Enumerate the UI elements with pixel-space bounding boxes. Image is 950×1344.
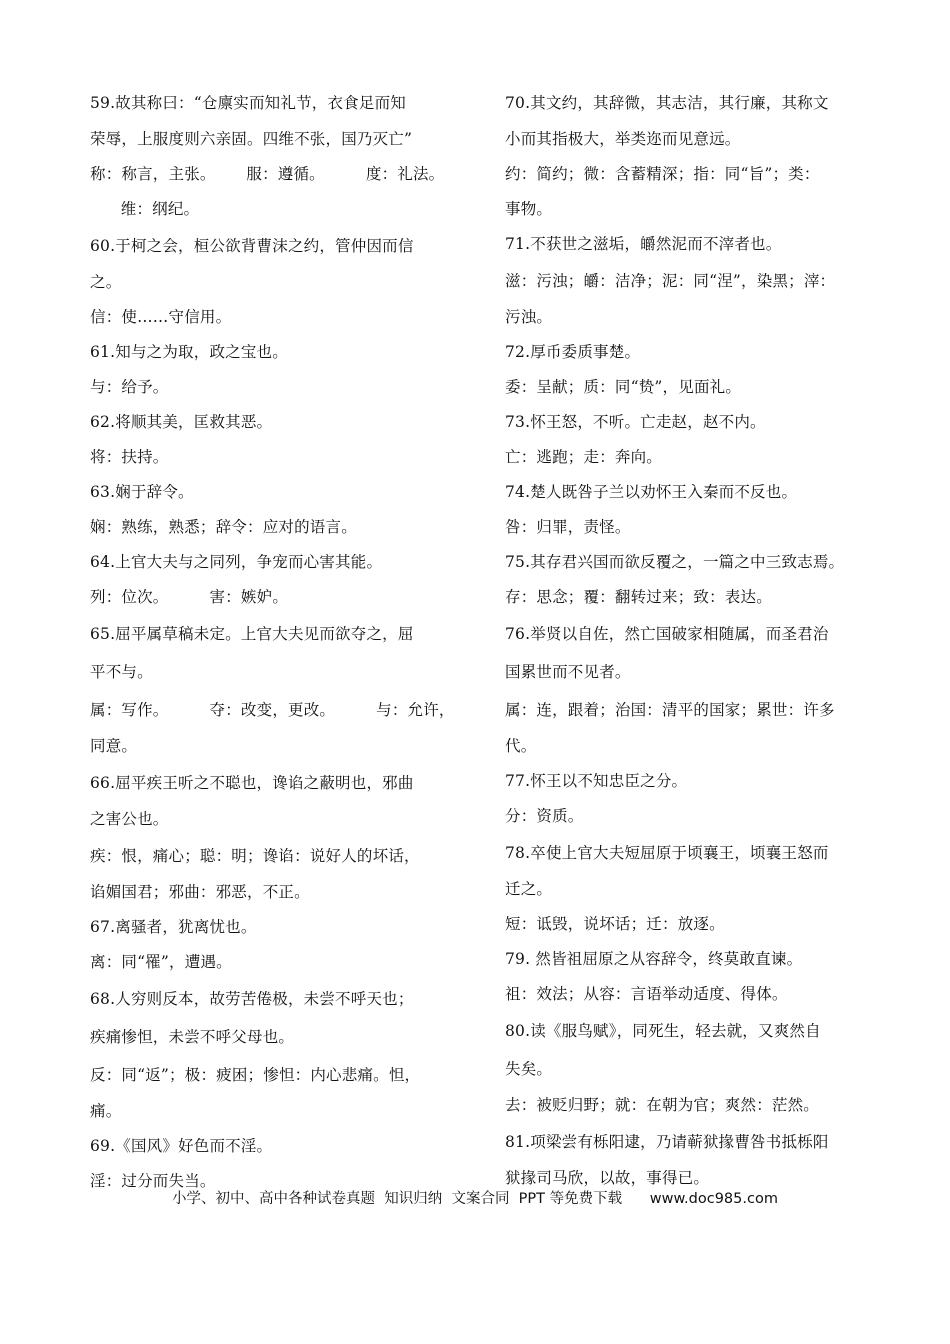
text-line: 61.知与之为取，政之宝也。 bbox=[90, 343, 288, 361]
text-line: 62.将顺其美，匡救其恶。 bbox=[90, 413, 273, 431]
text-line: 77.怀王以不知忠臣之分。 bbox=[505, 772, 688, 790]
text-line: 称：称言，主张。 服：遵循。 度：礼法。 bbox=[90, 165, 445, 183]
text-line: 70.其文约，其辞微，其志洁，其行廉，其称文 bbox=[505, 94, 829, 112]
text-line: 滋：污浊；皭：洁净；泥：同“涅”，染黑；滓： bbox=[505, 272, 836, 290]
text-line: 狱掾司马欣，以故，事得已。 bbox=[505, 1169, 710, 1187]
text-line: 67.离骚者，犹离忧也。 bbox=[90, 918, 257, 936]
text-line: 81.项梁尝有栎阳逮，乃请蕲狱掾曹咎书抵栎阳 bbox=[505, 1133, 829, 1151]
text-line: 委：呈献；质：同“贽”，见面礼。 bbox=[505, 378, 742, 396]
text-line: 反：同“返”；极：疲困；惨怛：内心悲痛。怛， bbox=[90, 1066, 421, 1084]
text-line: 之害公也。 bbox=[90, 810, 169, 828]
text-line: 疾：恨，痛心；聪：明；谗谄：说好人的坏话， bbox=[90, 847, 420, 865]
text-line: 属：连，跟着；治国：清平的国家；累世：许多 bbox=[505, 701, 835, 719]
text-line: 分：资质。 bbox=[505, 807, 584, 825]
text-line: 列：位次。 害：嫉妒。 bbox=[90, 588, 289, 606]
text-line: 64.上官大夫与之同列，争宠而心害其能。 bbox=[90, 553, 383, 571]
text-line: 66.屈平疾王听之不聪也，谗谄之蔽明也，邪曲 bbox=[90, 774, 414, 792]
text-line: 娴：熟练，熟悉；辞令：应对的语言。 bbox=[90, 518, 357, 536]
text-line: 72.厚币委质事楚。 bbox=[505, 343, 641, 361]
text-line: 荣辱，上服度则六亲固。四维不张，国乃灭亡” bbox=[90, 130, 413, 148]
text-line: 平不与。 bbox=[90, 663, 153, 681]
text-line: 去：被贬归野；就：在朝为官；爽然：茫然。 bbox=[505, 1096, 820, 1114]
text-line: 污浊。 bbox=[505, 308, 553, 326]
text-line: 离：同“罹”，遭遇。 bbox=[90, 953, 232, 971]
text-line: 咎：归罪，责怪。 bbox=[505, 518, 631, 536]
text-line: 祖：效法；从容：言语举动适度、得体。 bbox=[505, 985, 788, 1003]
text-line: 事物。 bbox=[505, 200, 553, 218]
text-line: 79. 然皆祖屈原之从容辞令，终莫敢直谏。 bbox=[505, 950, 803, 968]
text-line: 76.举贤以自佐，然亡国破家相随属，而圣君治 bbox=[505, 625, 829, 643]
text-line: 属：写作。 夺：改变，更改。 与：允许， bbox=[90, 701, 455, 719]
text-line: 谄媚国君；邪曲：邪恶，不正。 bbox=[90, 883, 310, 901]
text-line: 74.楚人既咎子兰以劝怀王入秦而不反也。 bbox=[505, 483, 798, 501]
text-line: 73.怀王怒，不听。亡走赵，赵不内。 bbox=[505, 413, 766, 431]
text-line: 78.卒使上官大夫短屈原于顷襄王，顷襄王怒而 bbox=[505, 844, 829, 862]
text-line: 存：思念；覆：翻转过来；致：表达。 bbox=[505, 588, 772, 606]
text-line: 68.人穷则反本，故劳苦倦极，未尝不呼天也； bbox=[90, 990, 414, 1008]
text-line: 亡：逃跑；走：奔向。 bbox=[505, 448, 663, 466]
text-line: 疾痛惨怛，未尝不呼父母也。 bbox=[90, 1028, 295, 1046]
text-line: 失矣。 bbox=[505, 1060, 553, 1078]
text-line: 将：扶持。 bbox=[90, 448, 169, 466]
text-line: 国累世而不见者。 bbox=[505, 663, 631, 681]
text-line: 短：诋毁，说坏话；迁：放逐。 bbox=[505, 915, 725, 933]
text-line: 之。 bbox=[90, 273, 122, 291]
text-line: 59.故其称曰：“仓廪实而知礼节，衣食足而知 bbox=[90, 94, 406, 112]
text-line: 75.其存君兴国而欲反覆之，一篇之中三致志焉。 bbox=[505, 553, 845, 571]
text-line: 小而其指极大，举类迩而见意远。 bbox=[505, 130, 741, 148]
text-line: 信：使……守信用。 bbox=[90, 308, 232, 326]
text-line: 71.不获世之滋垢，皭然泥而不滓者也。 bbox=[505, 235, 782, 253]
text-line: 69.《国风》好色而不淫。 bbox=[90, 1137, 273, 1155]
text-line: 80.读《服鸟赋》，同死生，轻去就，又爽然自 bbox=[505, 1022, 821, 1040]
text-line: 60.于柯之会，桓公欲背曹沫之约，管仲因而信 bbox=[90, 237, 414, 255]
right-column bbox=[505, 84, 865, 1196]
text-line: 同意。 bbox=[90, 737, 138, 755]
text-line: 淫：过分而失当。 bbox=[90, 1172, 216, 1190]
text-line: 约：简约；微：含蓄精深；指：同“旨”；类： bbox=[505, 165, 820, 183]
text-line: 63.娴于辞令。 bbox=[90, 483, 194, 501]
text-line: 代。 bbox=[505, 737, 537, 755]
text-line: 维：纲纪。 bbox=[90, 200, 200, 218]
text-line: 与：给予。 bbox=[90, 378, 169, 396]
left-column bbox=[90, 84, 462, 1199]
text-line: 痛。 bbox=[90, 1102, 122, 1120]
page-footer: 小学、初中、高中各种试卷真题 知识归纳 文案合同 PPT 等免费下载 www.doc985.com bbox=[172, 1191, 778, 1207]
text-line: 迁之。 bbox=[505, 880, 553, 898]
text-line: 65.屈平属草稿未定。上官大夫见而欲夺之，屈 bbox=[90, 625, 414, 643]
